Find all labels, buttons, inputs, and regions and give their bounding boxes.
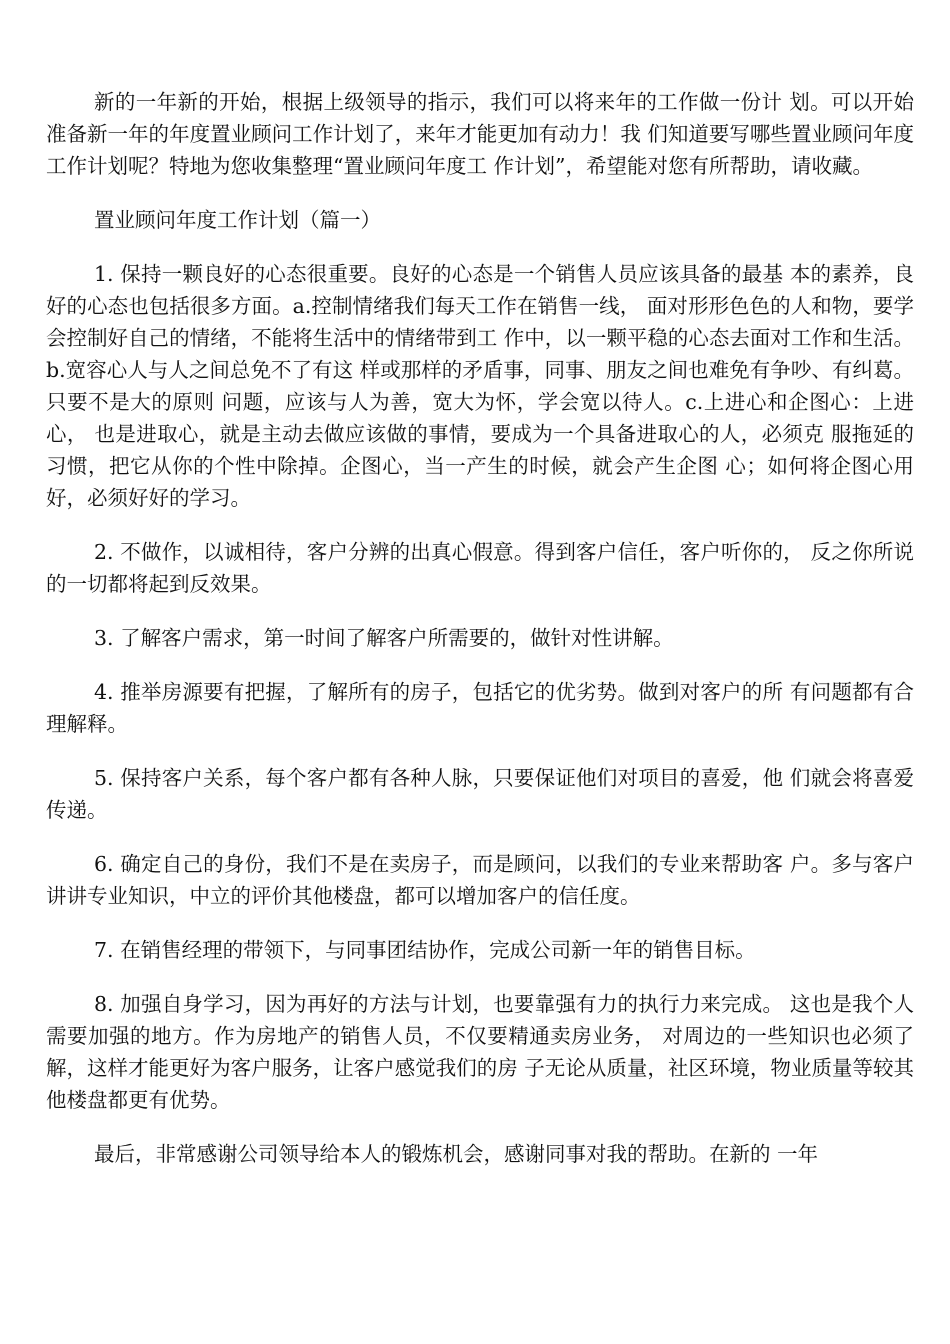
plan-item-4: 4. 推举房源要有把握，了解所有的房子，包括它的优劣势。做到对客户的所 有问题都有合理解释。 [46,680,914,736]
plan-item-7: 7. 在销售经理的带领下，与同事团结协作，完成公司新一年的销售目标。 [94,938,756,962]
intro-paragraph: 新的一年新的开始，根据上级领导的指示，我们可以将来年的工作做一份计 划。可以开始准备新一年的年度置业顾问工作计划了，来年才能更加有动力！我 们知道要写哪些置业顾问年度工作计划呢？特地为您收集整理“置业顾问年度工 作计划”，希望能对您有所帮助，请收藏。 [46,90,914,178]
plan-item-5: 5. 保持客户关系，每个客户都有各种人脉，只要保证他们对项目的喜爱，他 们就会将喜爱传递。 [46,766,914,822]
section-title: 置业顾问年度工作计划（篇一） [94,208,381,232]
document-page [46,86,914,1170]
plan-item-8: 8. 加强自身学习，因为再好的方法与计划，也要靠强有力的执行力来完成。 这也是我个人需要加强的地方。作为房地产的销售人员，不仅要精通卖房业务， 对周边的一些知识也必须了解，这样才能更好为客户服务，让客户感觉我们的房 子无论从质量，社区环境，物业质量等较其他楼盘都更有优势。 [46,992,914,1112]
plan-item-3: 3. 了解客户需求，第一时间了解客户所需要的，做针对性讲解。 [94,626,674,650]
plan-item-1: 1. 保持一颗良好的心态很重要。良好的心态是一个销售人员应该具备的最基 本的素养，良好的心态也包括很多方面。a.控制情绪我们每天工作在销售一线， 面对形形色色的人和物，要学会控制好自己的情绪，不能将生活中的情绪带到工 作中，以一颗平稳的心态去面对工作和生活。b.宽容心人与人之间总免不了有这 样或那样的矛盾事，同事、朋友之间也难免有争吵、有纠葛。只要不是大的原则 问题，应该与人为善，宽大为怀，学会宽以待人。c.上进心和企图心：上进心， 也是进取心，就是主动去做应该做的事情，要成为一个具备进取心的人，必须克 服拖延的习惯，把它从你的个性中除掉。企图心，当一产生的时候，就会产生企图 心；如何将企图心用好，必须好好的学习。 [46,262,914,510]
closing-paragraph: 最后，非常感谢公司领导给本人的锻炼机会，感谢同事对我的帮助。在新的 一年 [94,1142,819,1166]
plan-item-2: 2. 不做作，以诚相待，客户分辨的出真心假意。得到客户信任，客户听你的， 反之你所说的一切都将起到反效果。 [46,540,914,596]
plan-item-6: 6. 确定自己的身份，我们不是在卖房子，而是顾问，以我们的专业来帮助客 户。多与客户讲讲专业知识，中立的评价其他楼盘，都可以增加客户的信任度。 [46,852,914,908]
